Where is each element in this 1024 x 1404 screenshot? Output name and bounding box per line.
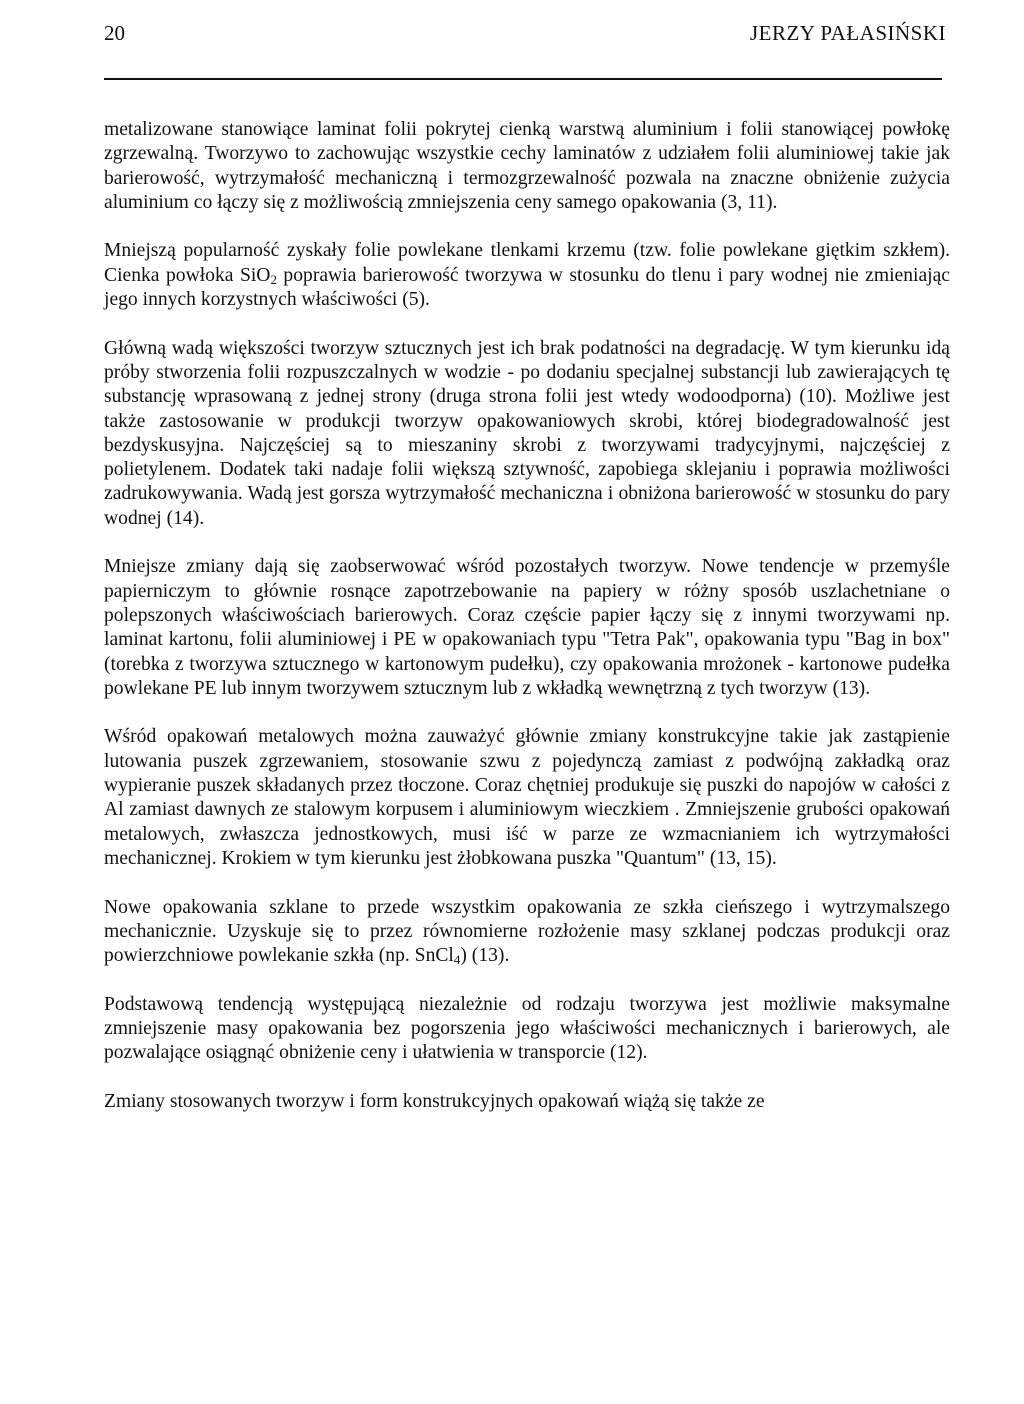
paragraph-text: Mniejszą popularność zyskały folie powlekane tlenkami krzemu (tzw. folie powlekane giętkim szkłem). Cienka powłoka SiO [104, 240, 950, 286]
paragraph-text: poprawia barierowość tworzywa w stosunku do tlenu i pary wodnej nie zmieniając jego innych korzystnych właściwości (5). [104, 264, 950, 311]
subscript: 2 [270, 271, 277, 287]
running-head-author: JERZY PAŁASIŃSKI [749, 21, 946, 45]
paragraph-text: Nowe opakowania szklane to przede wszystkim opakowania ze szkła cieńszego i wytrzymalszego mechanicznie. Uzyskuje się to przez równomierne rozłożenie masy szklanej podczas produkcji oraz powierzchniowe powlekanie szkła (np. SnCl [104, 896, 950, 967]
paragraph: Główną wadą większości tworzyw sztucznych jest ich brak podatności na degradację. W tym kierunku idą próby stworzenia folii rozpuszczalnych w wodzie - po dodaniu specjalnej substancji lub zawierających tę substancję wprasowaną z jednej strony (druga strona folii jest wtedy wodoodporna) (10). Możliwe jest także zastosowanie w produkcji tworzyw opakowaniowych skrobi, której biodegradowalność jest bezdyskusyjna. Najczęściej są to mieszaniny skrobi z tworzywami tradycyjnymi, najczęściej z polietylenem. Dodatek taki nadaje folii większą sztywność, zapobiega sklejaniu i poprawia możliwości zadrukowywania. Wadą jest gorsza wytrzymałość mechaniczna i obniżona barierowość w stosunku do pary wodnej (14). [104, 337, 950, 529]
header-rule [104, 78, 942, 80]
paragraph [104, 239, 950, 312]
page-number: 20 [104, 21, 125, 45]
paragraph-text: ) (13). [460, 945, 510, 967]
paragraph: Wśród opakowań metalowych można zauważyć głównie zmiany konstrukcyjne takie jak zastąpienie lutowania puszek zgrzewaniem, stosowanie szwu z pojedynczą zamiast z podwójną zakładką oraz wypieranie puszek składanych przez tłoczone. Coraz chętniej produkuje się puszki do napojów w całości z Al zamiast dawnych ze stalowym korpusem i aluminiowym wieczkiem . Zmniejszenie grubości opakowań metalowych, zwłaszcza jednostkowych, musi iść w parze ze wzmacnianiem ich wytrzymałości mechanicznej. Krokiem w tym kierunku jest żłobkowana puszka "Quantum" (13, 15). [104, 726, 950, 869]
paragraph: Mniejsze zmiany dają się zaobserwować wśród pozostałych tworzyw. Nowe tendencje w przemyśle papierniczym to głównie rosnące zapotrzebowanie na papiery w różny sposób uszlachetniane o polepszonych właściwościach barierowych. Coraz częście papier łączy się z innymi tworzywami np. laminat kartonu, folii aluminiowej i PE w opakowaniach typu "Tetra Pak", opakowania typu "Bag in box" (torebka z tworzywa sztucznego w kartonowym pudełku), czy opakowania mrożonek - kartonowe pudełka powlekane PE lub innym tworzywem sztucznym lub z wkładką wewnętrzną z tych tworzyw (13). [104, 556, 950, 699]
paragraph [104, 896, 950, 969]
paragraph: Zmiany stosowanych tworzyw i form konstrukcyjnych opakowań wiążą się także ze [104, 1090, 765, 1112]
paragraph: Podstawową tendencją występującą niezależnie od rodzaju tworzywa jest możliwie maksymalne zmniejszenie masy opakowania bez pogorszenia jego właściwości mechanicznych i barierowych, ale pozwalające osiągnąć obniżenie ceny i ułatwienia w transporcie (12). [104, 993, 950, 1064]
page-header [104, 18, 946, 48]
subscript: 4 [453, 952, 461, 968]
body-text [104, 118, 950, 1138]
paragraph: metalizowane stanowiące laminat folii pokrytej cienką warstwą aluminium i folii stanowiącej powłokę zgrzewalną. Tworzywo to zachowując wszystkie cechy laminatów z udziałem folii aluminiowej takie jak barierowość, wytrzymałość mechaniczną i termozgrzewalność pozwala na znaczne obniżenie zużycia aluminium co łączy się z możliwością zmniejszenia ceny samego opakowania (3, 11). [104, 119, 950, 213]
